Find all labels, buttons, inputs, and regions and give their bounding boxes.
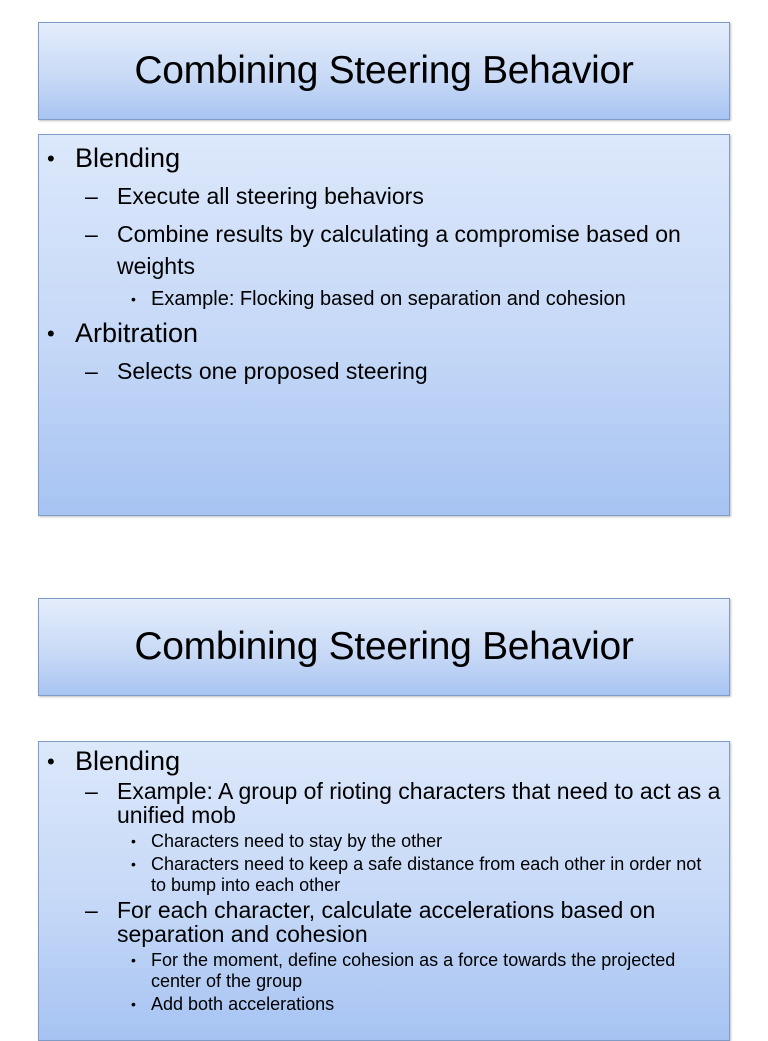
slide1-title: Combining Steering Behavior <box>134 49 634 92</box>
slide1-bullet-list <box>47 143 721 387</box>
slide2-content-box <box>38 741 730 1041</box>
list-item: – For each character, calculate accelerations based on separation and cohesion <box>85 897 656 947</box>
dash-icon: – <box>85 221 98 247</box>
bullet-icon: • <box>131 291 136 307</box>
list-item: • For the moment, define cohesion as a force towards the projected center of the group <box>131 950 676 991</box>
slide2-title: Combining Steering Behavior <box>134 625 634 668</box>
bullet-icon: • <box>47 749 55 774</box>
slide2-title-box <box>38 598 730 696</box>
list-item: • Blending <box>47 143 181 173</box>
bullet-icon: • <box>131 996 136 1012</box>
dash-icon: – <box>85 897 98 923</box>
bullet-icon: • <box>131 952 136 968</box>
slide1-content-box <box>38 134 730 516</box>
slide1-title-box <box>38 22 730 120</box>
dash-icon: – <box>85 358 98 384</box>
list-item: • Example: Flocking based on separation and cohesion <box>131 288 626 310</box>
list-item: – Example: A group of rioting characters that need to act as a unified mob <box>85 778 721 828</box>
list-item: • Blending <box>47 746 181 776</box>
list-item: – Combine results by calculating a compromise based on weights <box>47 218 721 282</box>
list-item: • Add both accelerations <box>131 994 335 1014</box>
list-item: • Characters need to keep a safe distance from each other in order not to bump into each other <box>131 854 702 895</box>
list-item: • Arbitration <box>47 318 199 348</box>
list-item: – Selects one proposed steering <box>47 355 721 387</box>
bullet-icon: • <box>131 856 136 872</box>
bullet-icon: • <box>131 833 136 849</box>
dash-icon: – <box>85 183 98 209</box>
list-item: • Characters need to stay by the other <box>131 831 443 851</box>
bullet-icon: • <box>47 146 55 171</box>
bullet-icon: • <box>47 321 55 346</box>
list-item: – Execute all steering behaviors <box>47 180 721 212</box>
dash-icon: – <box>85 778 98 804</box>
slide2-bullet-list <box>47 746 721 1015</box>
